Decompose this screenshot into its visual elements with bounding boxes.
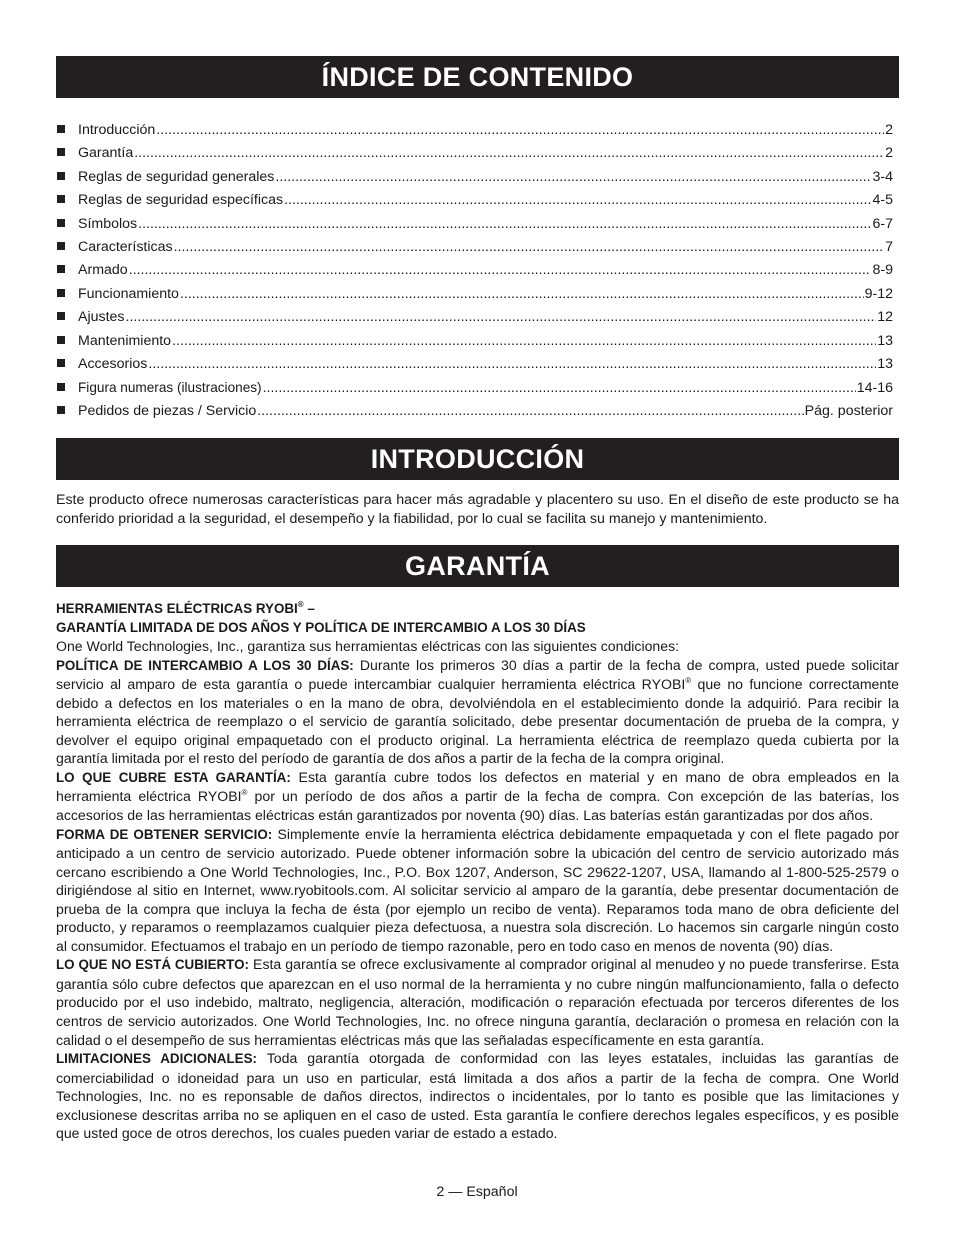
toc-item-label: Símbolos [78,215,138,232]
toc-item-page: 12 [877,309,893,326]
toc-item-label: Reglas de seguridad generales [78,168,275,185]
limitations-text: Toda garantía otorgada de conformidad con las leyes estatales, incluidas las garantías de comerciabilidad o idoneidad para un uso en particular, está limitada a dos años a partir de la fecha de compra. One World Technologies, Inc. no es reponsable de daños directos, indirectos o incidentales, por lo tanto es posible que las limitaciones y exclusionese descritas arriba no se apliquen en el caso de usted. Esta garantía le confiere derechos legales específicos, y es posible que usted goce de otros derechos, los cuales pueden variar de estado a estado. [56,1050,900,1142]
square-bullet-icon [57,242,65,250]
toc-item-label: Características [78,238,173,255]
toc-leader-dots [257,400,803,423]
toc-item-label: Figura numeras (ilustraciones) [78,380,262,396]
square-bullet-icon [57,289,65,297]
toc-item-page: 14-16 [856,380,893,397]
toc-item-label: Funcionamiento [78,285,179,302]
toc-item [57,376,893,399]
toc-item [57,189,893,212]
toc-item-label: Pedidos de piezas / Servicio [78,402,257,419]
coverage-text-cont: por un período de dos años a partir de la fecha de compra. Con excepción de las baterías, los accesorios de las herramientas eléctricas están garantizados por noventa (90) días. Las baterías están garantizadas por dos años. [56,788,900,824]
coverage-text: Esta garantía cubre todos los defectos en material y en mano de obra empleados en la herramienta eléctrica RYOBI [56,768,899,805]
warranty-opening: One World Technologies, Inc., garantiza sus herramientas eléctricas con las siguientes condiciones: [56,638,680,655]
square-bullet-icon [57,406,65,414]
exchange-policy-lead: POLÍTICA DE INTERCAMBIO A LOS 30 DÍAS: [56,657,354,673]
not-covered-lead: LO QUE NO ESTÁ CUBIERTO: [56,957,249,973]
toc-item-page: 6-7 [872,215,893,232]
limitations-paragraph [56,1049,899,1143]
toc-item [57,166,893,189]
toc-item [57,236,893,259]
registered-mark: ® [241,787,248,797]
toc-leader-dots [275,166,871,189]
coverage-lead: LO QUE CUBRE ESTA GARANTÍA: [56,769,291,785]
toc-item-page: 3-4 [872,168,893,185]
exchange-policy-paragraph [56,656,899,768]
registered-mark: ® [297,599,304,609]
square-bullet-icon [57,265,65,273]
toc-item-label: Accesorios [78,355,148,372]
toc-item [57,306,893,329]
warranty-section [56,600,899,1143]
warranty-subheading [56,600,899,619]
toc-item [57,259,893,282]
toc-item-page: 2 [885,145,893,162]
square-bullet-icon [57,359,65,367]
toc-leader-dots [180,283,864,306]
toc-item-page: 9-12 [864,285,893,302]
toc-item-label: Mantenimiento [78,332,172,349]
toc-item-label: Garantía [78,145,134,162]
warranty-title: GARANTÍA LIMITADA DE DOS AÑOS Y POLÍTICA DE INTERCAMBIO A LOS 30 DÍAS [56,619,586,635]
toc-item [57,353,893,376]
toc-item [57,330,893,353]
table-of-contents [57,119,893,423]
square-bullet-icon [57,195,65,203]
toc-item-label: Introducción [78,122,156,138]
exchange-policy-text-cont: que no funcione correctamente debido a defectos en los materiales o en la mano de obra, devolviéndola en el establecimiento donde la adquirió. Para recibir la herramienta eléctrica de reemplazo o el servicio de garantía solicitado, debe presentar documentación de prueba de la compra, y devolver el equipo original empaquetado con el producto original. La herramienta eléctrica de reemplazo queda cubierta por la garantía limitada por el resto del período de garantía de dos años a partir de la fecha de la compra original. [56,676,899,767]
toc-item-page: 4-5 [872,192,893,209]
introduction-paragraph: Este producto ofrece numerosas características para hacer más agradable y placentero su uso. En el diseño de este producto se ha conferido prioridad a la seguridad, el desempeño y la fiabilidad, por lo cual se facilita su manejo y mantenimiento. [56,492,899,527]
warranty-heading: GARANTÍA [56,545,899,587]
toc-leader-dots [172,330,876,353]
toc-item [57,142,893,165]
toc-item-label: Ajustes [78,309,125,326]
toc-item-page: 13 [877,332,893,349]
page-footer: 2 — Español [436,1184,518,1200]
registered-mark: ® [685,675,692,685]
square-bullet-icon [57,336,65,344]
introduction-heading: INTRODUCCIÓN [56,438,899,480]
limitations-lead: LIMITACIONES ADICIONALES: [56,1051,257,1067]
service-lead: FORMA DE OBTENER SERVICIO: [56,826,273,842]
toc-item-label: Reglas de seguridad específicas [78,192,284,209]
exchange-policy-text: Durante los primeros 30 días a partir de la fecha de compra, usted puede solicitar servicio al amparo de esta garantía o puede intercambiar cualquier herramienta eléctrica RYOBI [56,656,899,693]
toc-heading: ÍNDICE DE CONTENIDO [56,56,899,98]
toc-item-page: 13 [877,355,893,372]
toc-item-label: Armado [78,262,128,279]
toc-item [57,283,893,306]
square-bullet-icon [57,148,65,156]
not-covered-paragraph [56,955,899,1049]
toc-item-page: 7 [885,238,893,255]
not-covered-text: Esta garantía se ofrece exclusivamente al comprador original al menudeo y no puede transferirse. Esta garantía sólo cubre defectos que aparezcan en el uso normal de la herramienta y no cubre ningún malfuncionamiento, falla o defecto producido por el uso indebido, maltrato, negligencia, alteración, modificación o reparación efectuada por terceros diferentes de los centros de servicio autorizados. One World Technologies, Inc. no ofrece ninguna garantía, declaración o promesa en relación con la calidad o el desempeño de sus herramientas eléctricas más que las señaladas específicamente en esta garantía. [56,956,899,1048]
toc-leader-dots [148,353,876,376]
toc-leader-dots [134,142,884,165]
toc-leader-dots [126,306,877,329]
warranty-subheading-text: HERRAMIENTAS ELÉCTRICAS RYOBI [56,601,298,616]
toc-item [57,119,893,142]
toc-leader-dots [284,189,871,212]
toc-item-page: Pág. posterior [804,402,893,419]
toc-leader-dots [138,213,871,236]
toc-leader-dots [263,377,856,400]
square-bullet-icon [57,383,65,391]
square-bullet-icon [57,172,65,180]
square-bullet-icon [57,312,65,320]
toc-item-page: 2 [885,122,893,138]
coverage-paragraph [56,768,899,825]
square-bullet-icon [57,219,65,227]
toc-item [57,213,893,236]
service-paragraph [56,825,899,956]
toc-leader-dots [129,259,872,282]
toc-leader-dots [156,119,884,142]
toc-item-page: 8-9 [872,262,893,279]
service-text: Simplemente envíe la herramienta eléctrica debidamente empaquetada y con el flete pagado por anticipado a un centro de servicio autorizado. Puede obtener información sobre la ubicación del centro de servicio autorizado más cercano escribiendo a One World Technologies, Inc., P.O. Box 1207, Anderson, SC 29622-1207, USA, llamando al 1-800-525-2579 o dirigiéndose al sitio en Internet, www.ryobitools.com. Al solicitar servicio al amparo de la garantía, debe presentar documentación de prueba de la compra que incluya la fecha de ésta (por ejemplo un recibo de venta). Reparamos toda mano de obra deficiente del producto, y reparamos o reemplazamos cualquier pieza defectuosa, a nuestra sola discreción. Lo hacemos sin cargarle ningún costo al consumidor. Efectuamos el trabajo en un período de tiempo razonable, pero en todo caso en menos de noventa (90) días. [56,825,899,954]
toc-item [57,400,893,423]
warranty-subheading-dash: – [303,601,315,616]
square-bullet-icon [57,125,65,133]
toc-leader-dots [174,236,885,259]
